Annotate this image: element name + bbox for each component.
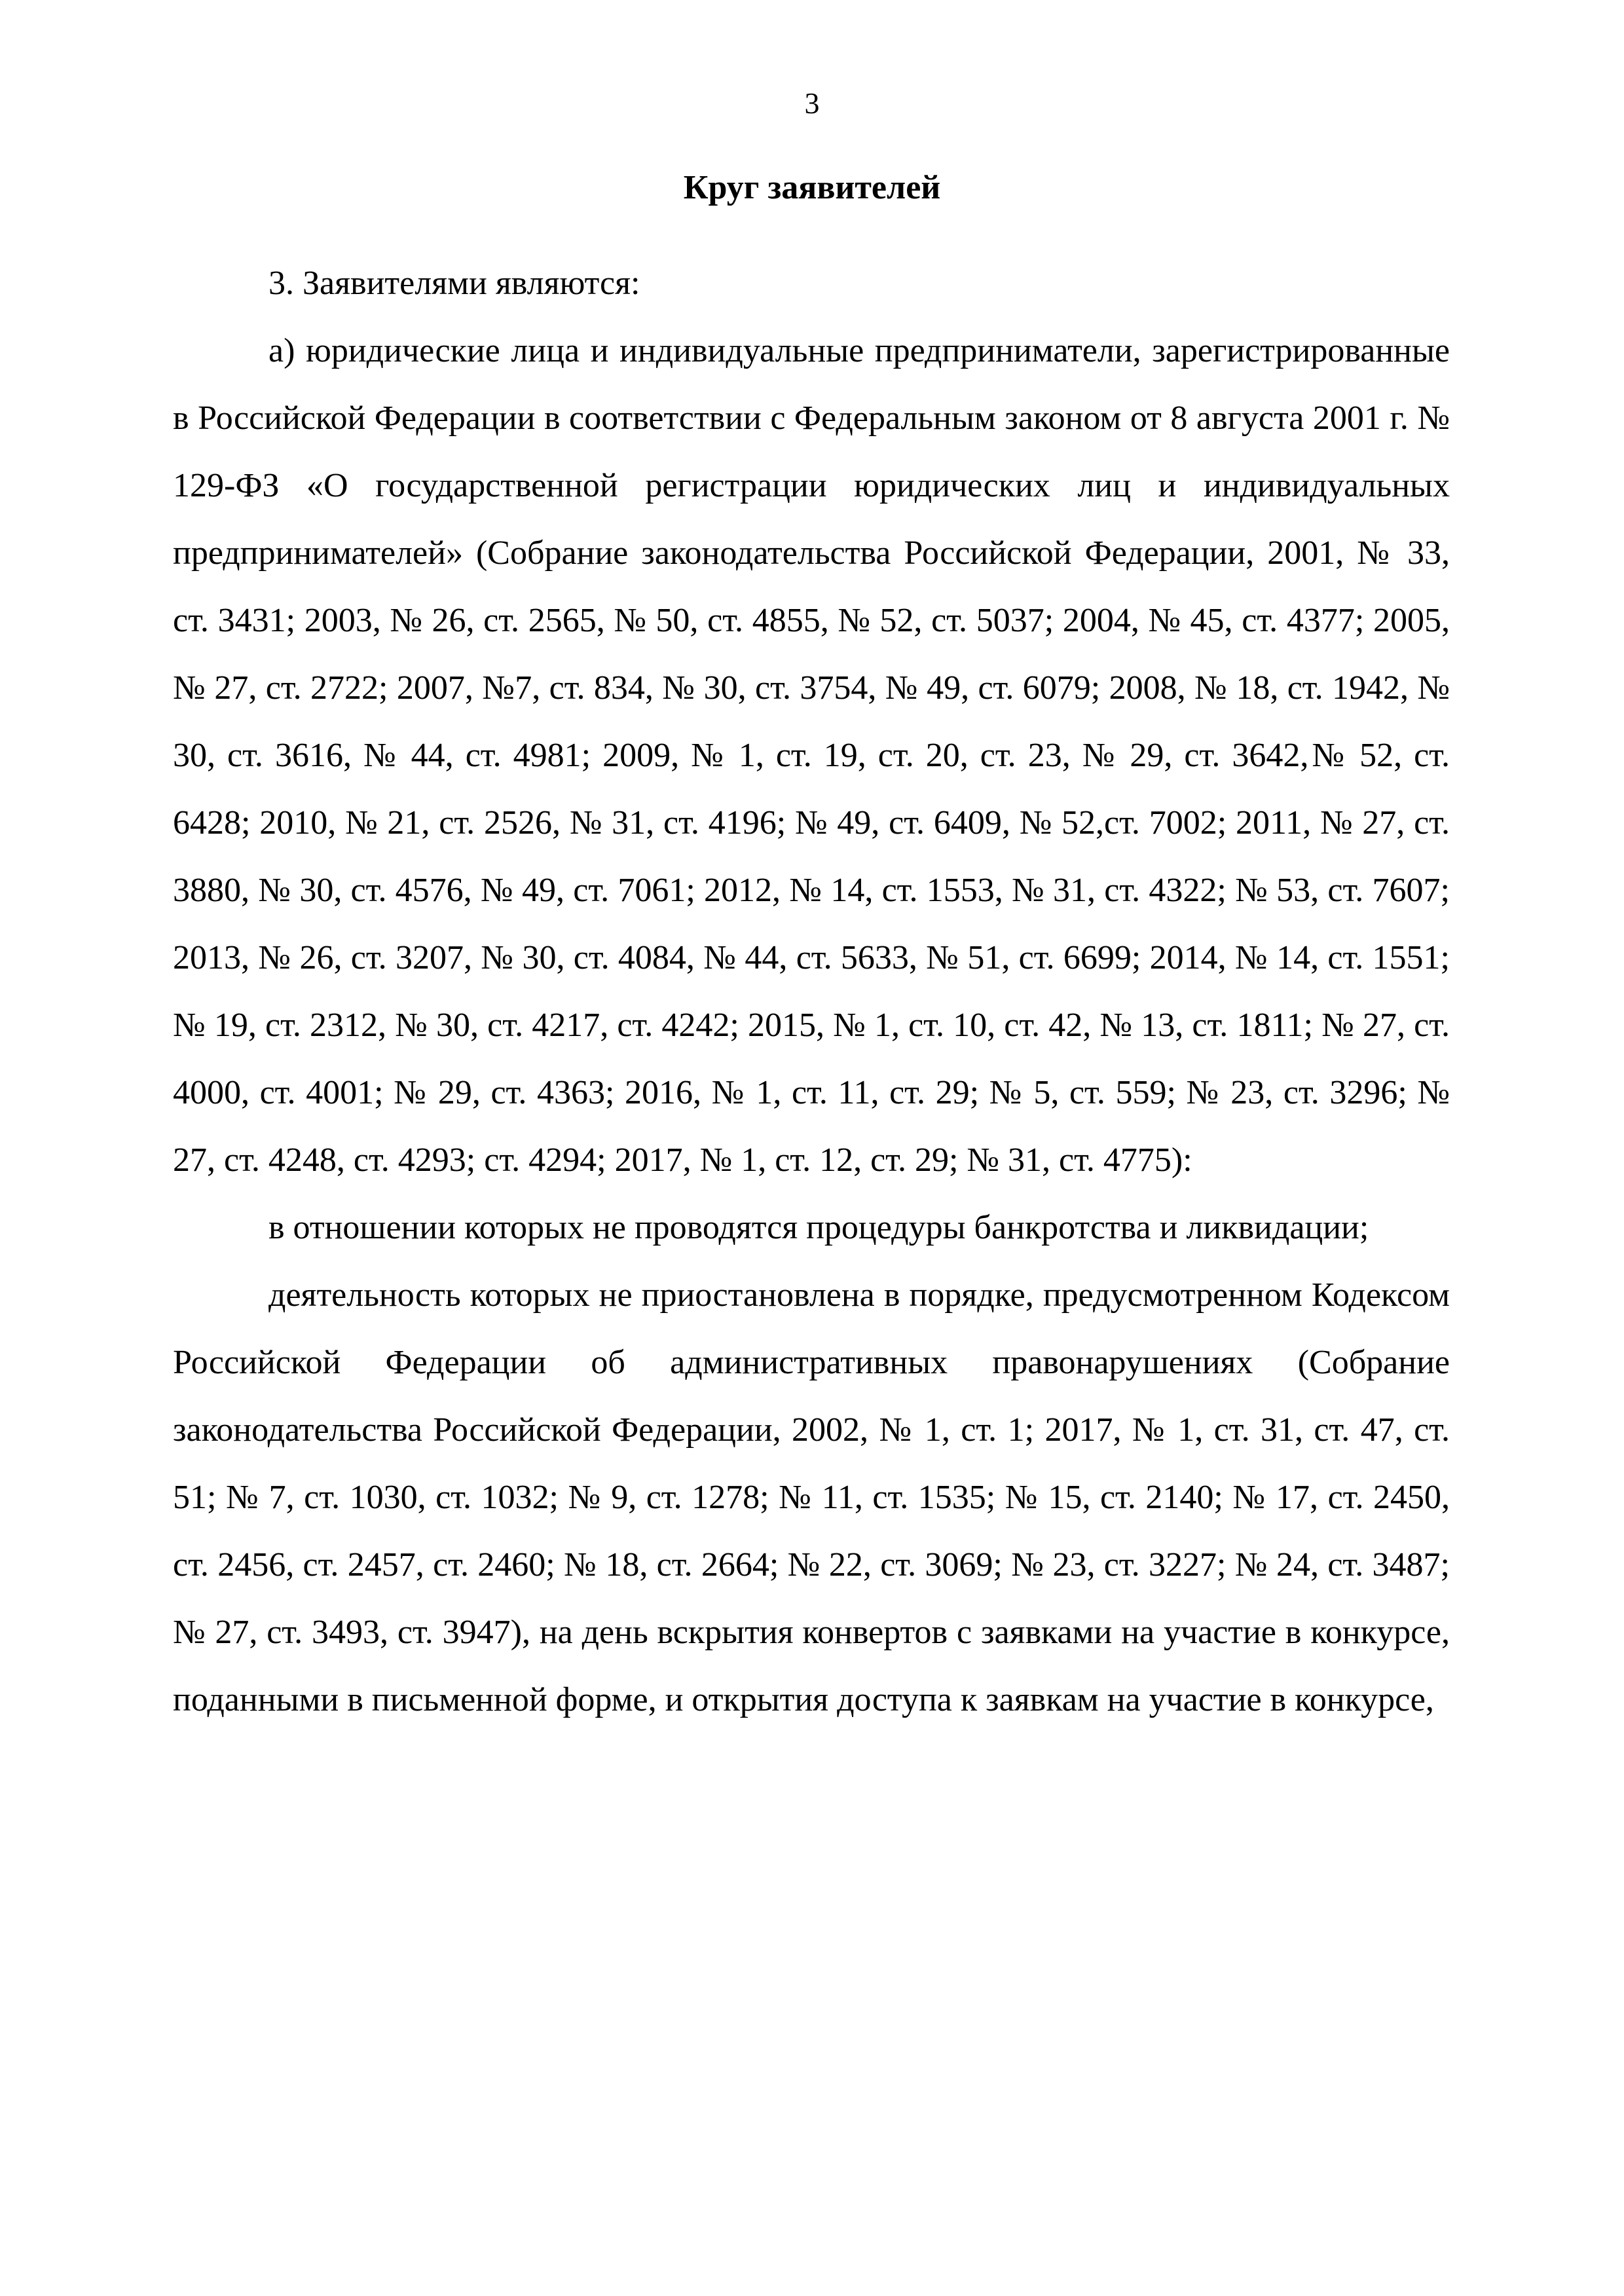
paragraph-activity-not-suspended: деятельность которых не приостановлена в порядке, предусмотренном Кодексом Российской Федерации об административных правонарушениях (Собрание законодательства Российской Федерации, 2002, № 1, ст. 1; 2017, № 1, ст. 31, ст. 47, ст. 51; № 7, ст. 1030, ст. 1032; № 9, ст. 1278; № 11, ст. 1535; № 15, ст. 2140; № 17, ст. 2450, ст. 2456, ст. 2457, ст. 2460; № 18, ст. 2664; № 22, ст. 3069; № 23, ст. 3227; № 24, ст. 3487; № 27, ст. 3493, ст. 3947), на день вскрытия конвертов с заявками на участие в конкурсе, поданными в письменной форме, и открытия доступа к заявкам на участие в конкурсе, [173,1276,1450,1718]
paragraph-legal-entities: а) юридические лица и индивидуальные предприниматели, зарегистрированные в Российской Федерации в соответствии с Федеральным законом от 8 августа 2001 г. № 129-ФЗ «О государственной регистрации юридических лиц и индивидуальных предпринимателей» (Собрание законодательства Российской Федерации, 2001, № 33, ст. 3431; 2003, № 26, ст. 2565, № 50, ст. 4855, № 52, ст. 5037; 2004, № 45, ст. 4377; 2005, № 27, ст. 2722; 2007, №7, ст. 834, № 30, ст. 3754, № 49, ст. 6079; 2008, № 18, ст. 1942, № 30, ст. 3616, № 44, ст. 4981; 2009, № 1, ст. 19, ст. 20, ст. 23, № 29, ст. 3642,№ 52, ст. 6428; 2010, № 21, ст. 2526, № 31, ст. 4196; № 49, ст. 6409, № 52,ст. 7002; 2011, № 27, ст. 3880, № 30, ст. 4576, № 49, ст. 7061; 2012, № 14, ст. 1553, № 31, ст. 4322; № 53, ст. 7607; 2013, № 26, ст. 3207, № 30, ст. 4084, № 44, ст. 5633, № 51, ст. 6699; 2014, № 14, ст. 1551; № 19, ст. 2312, № 30, ст. 4217, ст. 4242; 2015, № 1, ст. 10, ст. 42, № 13, ст. 1811; № 27, ст. 4000, ст. 4001; № 29, ст. 4363; 2016, № 1, ст. 11, ст. 29; № 5, ст. 559; № 23, ст. 3296; № 27, ст. 4248, ст. 4293; ст. 4294; 2017, № 1, ст. 12, ст. 29; № 31, ст. 4775): [173,332,1450,1179]
page-number: 3 [804,86,820,120]
paragraph-no-bankruptcy: в отношении которых не проводятся процедуры банкротства и ликвидации; [268,1209,1369,1246]
body-text [173,250,1450,1733]
paragraph-applicants-intro: 3. Заявителями являются: [268,265,640,302]
section-heading: Круг заявителей [683,169,941,206]
